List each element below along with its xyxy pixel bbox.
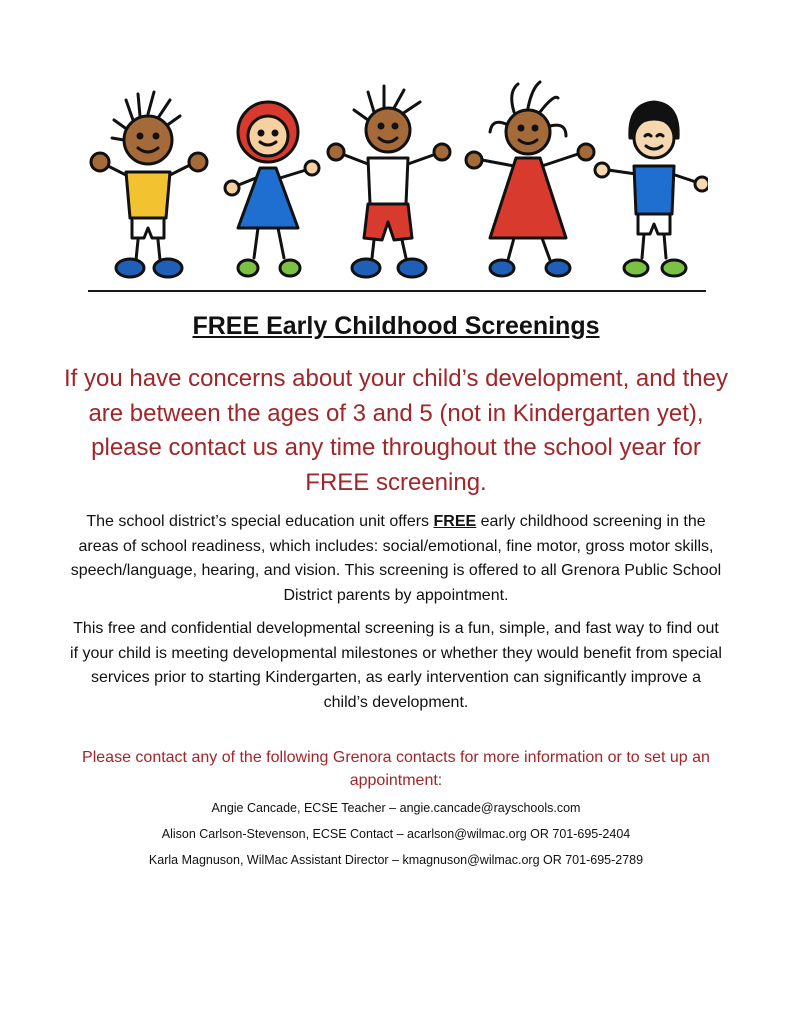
contact-item-karla-magnuson: Karla Magnuson, WilMac Assistant Director – kmagnuson@wilmac.org OR 701-695-2789 (148, 853, 644, 867)
child-figure-4 (466, 82, 594, 276)
child-figure-3 (328, 86, 450, 277)
screening-benefits-paragraph: This free and confidential developmental screening is a fun, simple, and fast way to find out if your child is meeting developmental milestones or whether they would benefit from special services prior to starting Kindergarten, as early intervention can significantly improve a child’s development. (70, 620, 722, 711)
child-figure-5 (595, 102, 708, 276)
children-illustration (88, 78, 708, 288)
paragraph-text-start: The school district’s special education unit offers (86, 513, 434, 530)
child-figure-2 (225, 102, 319, 276)
screening-description-paragraph (70, 510, 722, 608)
horizontal-divider (88, 290, 706, 292)
lead-statement: If you have concerns about your child’s development, and they are between the ages of 3 and 5 (not in Kindergarten yet), please contact us any time throughout the school year for FREE screening. (64, 365, 728, 496)
paragraph-text-end: early childhood screening in the areas of school readiness, which includes: social/emotional, fine motor, gross motor skills, speech/language, hearing, and vision. This screening is offered to all Grenora Public School District parents by appointment. (70, 513, 722, 604)
child-figure-1 (91, 92, 207, 277)
contact-item-alison-carlson-stevenson: Alison Carlson-Stevenson, ECSE Contact – acarlson@wilmac.org OR 701-695-2404 (161, 827, 631, 841)
contact-list (0, 799, 792, 877)
contact-heading: Please contact any of the following Grenora contacts for more information or to set up an appointment: (82, 749, 710, 789)
contact-item-angie-cancade: Angie Cancade, ECSE Teacher – angie.cancade@rayschools.com (211, 801, 581, 815)
flyer-title: FREE Early Childhood Screenings (192, 312, 600, 340)
free-emphasis: FREE (433, 513, 477, 530)
